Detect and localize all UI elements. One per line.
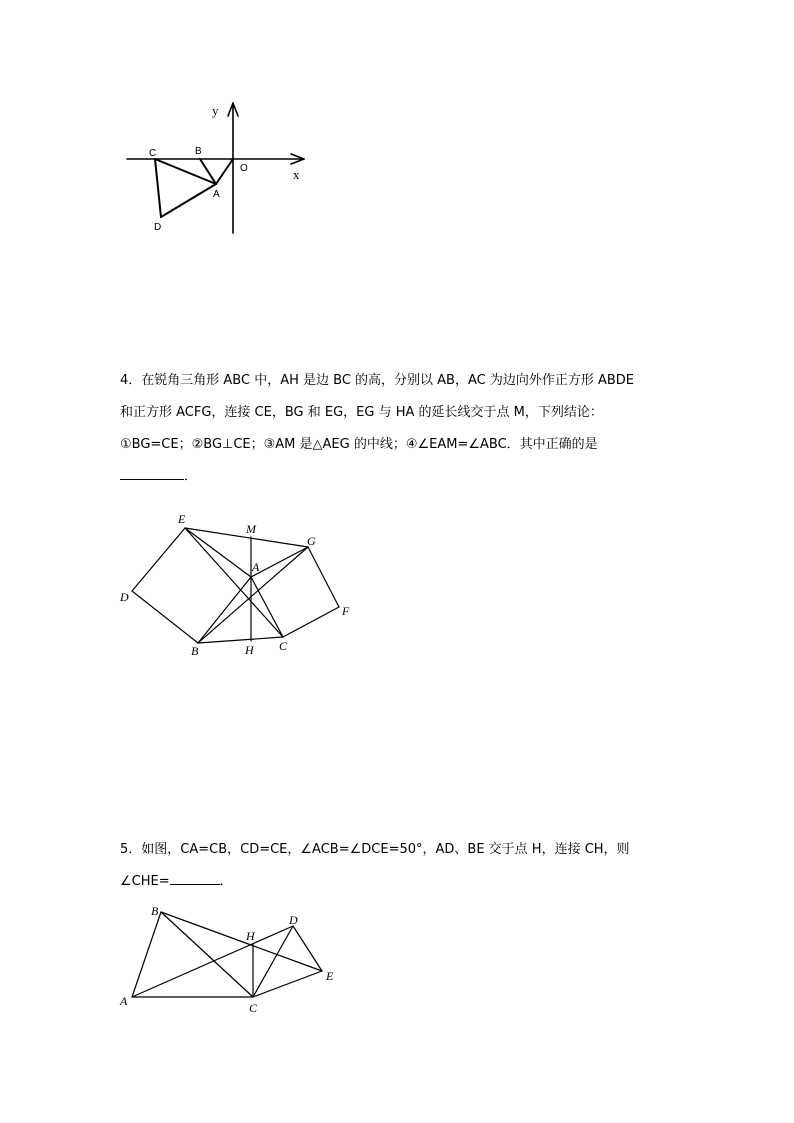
segment-FG [308, 547, 339, 607]
figure-squares [0, 500, 794, 670]
point-label-M: M [246, 522, 256, 536]
point-label-E: E [326, 969, 334, 983]
point-label-B: B [195, 146, 202, 157]
answer-blank-5[interactable] [170, 883, 220, 885]
answer-blank-4[interactable] [120, 478, 184, 480]
y-axis-label: y [212, 103, 219, 118]
segment-DE [293, 926, 322, 971]
point-label-A: A [120, 994, 128, 1008]
segment-BC [198, 637, 283, 643]
point-label-D: D [289, 913, 298, 927]
point-label-E: E [178, 512, 186, 526]
point-label-A: A [213, 189, 220, 200]
squares-figure-svg [0, 500, 794, 670]
point-label-G: G [307, 534, 316, 548]
point-label-B: B [151, 904, 159, 918]
figure-triangles [0, 900, 794, 1020]
point-label-H: H [245, 643, 254, 657]
point-label-B: B [191, 644, 199, 658]
segment-DA [161, 184, 216, 217]
problem4-line2: 和正方形 ACFG，连接 CE，BG 和 EG，EG 与 HA 的延长线交于点 M，下列结论： [120, 405, 603, 420]
x-axis-label: x [293, 167, 300, 182]
problem5-line2-start: ∠CHE= [120, 874, 170, 889]
segment-DB [132, 591, 198, 643]
problem4-line3: ①BG=CE；②BG⊥CE；③AM 是△AEG 的中线；④∠EAM=∠ABC．其中正确的是 [120, 437, 598, 452]
segment-CE [253, 971, 322, 997]
problem4-line1: 4．在锐角三角形 ABC 中，AH 是边 BC 的高，分别以 AB，AC 为边向外作正方形 ABDE [120, 373, 635, 388]
point-label-C: C [149, 148, 157, 159]
segment-CD [155, 159, 161, 217]
segment-EC [185, 528, 283, 637]
segment-ED [132, 528, 185, 591]
point-label-A: A [252, 560, 260, 574]
point-label-D: D [120, 590, 129, 604]
segment-CD [253, 926, 293, 997]
point-label-H: H [246, 929, 255, 943]
problem4-answer-line [120, 461, 197, 493]
segment-AB [198, 577, 251, 643]
point-label-D: D [154, 222, 162, 233]
segment-EA [185, 528, 251, 577]
segment-AD [132, 926, 293, 997]
problem5-answer-line [120, 866, 233, 898]
problem4-line4-end: ． [184, 469, 198, 484]
point-label-C: C [249, 1001, 258, 1015]
point-label-O: O [240, 163, 248, 174]
point-label-F: F [342, 604, 350, 618]
segment-CF [283, 607, 339, 637]
problem5-line1: 5．如图，CA=CB，CD=CE，∠ACB=∠DCE=50°，AD、BE 交于点 H，连接 CH，则 [120, 842, 630, 857]
segment-BC [161, 912, 253, 997]
segment-OA [216, 159, 233, 184]
coordinate-figure-svg [0, 0, 794, 260]
point-label-C: C [279, 639, 288, 653]
segment-AB [132, 912, 161, 997]
figure-coordinate-triangle [0, 0, 794, 260]
problem5-line2-end: ． [219, 874, 233, 889]
